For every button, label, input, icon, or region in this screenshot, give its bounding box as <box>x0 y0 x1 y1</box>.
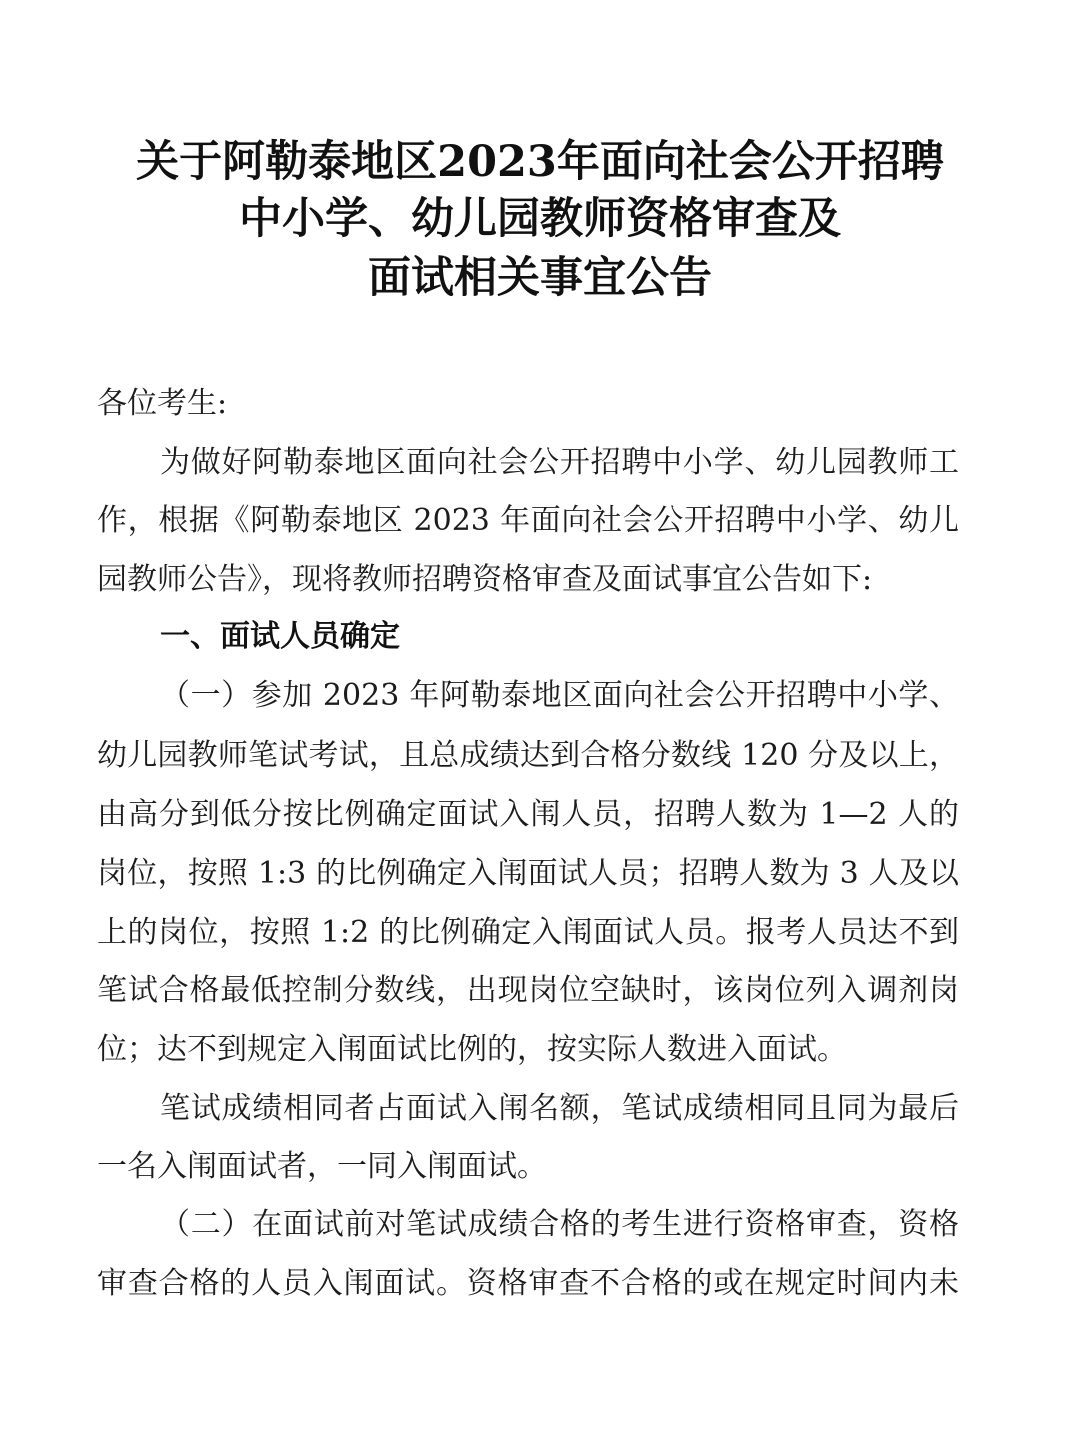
item1-line-7: 位；达不到规定入闱面试比例的，按实际人数进入面试。 <box>97 1032 847 1067</box>
document-title-line-1: 关于阿勒泰地区2023年面向社会公开招聘 <box>136 137 944 187</box>
intro-line-2: 作，根据《阿勒泰地区 2023 年面向社会公开招聘中小学、幼儿 <box>97 503 959 538</box>
section-heading-interview-personnel: 一、面试人员确定 <box>160 619 400 654</box>
item1-line-2: 幼儿园教师笔试考试，且总成绩达到合格分数线 120 分及以上， <box>97 738 959 773</box>
tie-rule-line-2: 一名入闱面试者，一同入闱面试。 <box>97 1149 547 1184</box>
item1-line-4: 岗位，按照 1:3 的比例确定入闱面试人员；招聘人数为 3 人及以 <box>97 856 959 891</box>
item2-line-2: 审查合格的人员入闱面试。资格审查不合格的或在规定时间内未 <box>97 1266 959 1301</box>
document-title-line-2: 中小学、幼儿园教师资格审查及 <box>239 194 841 244</box>
intro-line-1: 为做好阿勒泰地区面向社会公开招聘中小学、幼儿园教师工 <box>160 445 959 480</box>
document-title-line-3: 面试相关事宜公告 <box>368 253 712 303</box>
item2-line-1: （二）在面试前对笔试成绩合格的考生进行资格审查，资格 <box>160 1207 959 1242</box>
item1-line-5: 上的岗位，按照 1:2 的比例确定入闱面试人员。报考人员达不到 <box>97 915 959 950</box>
intro-line-3: 园教师公告》，现将教师招聘资格审查及面试事宜公告如下: <box>97 562 873 597</box>
tie-rule-line-1: 笔试成绩相同者占面试入闱名额，笔试成绩相同且同为最后 <box>160 1091 959 1126</box>
item1-line-1: （一）参加 2023 年阿勒泰地区面向社会公开招聘中小学、 <box>160 678 959 713</box>
item1-line-3: 由高分到低分按比例确定面试入闱人员，招聘人数为 1—2 人的 <box>97 797 959 832</box>
salutation: 各位考生: <box>97 386 228 421</box>
item1-line-6: 笔试合格最低控制分数线，出现岗位空缺时，该岗位列入调剂岗 <box>97 973 959 1008</box>
